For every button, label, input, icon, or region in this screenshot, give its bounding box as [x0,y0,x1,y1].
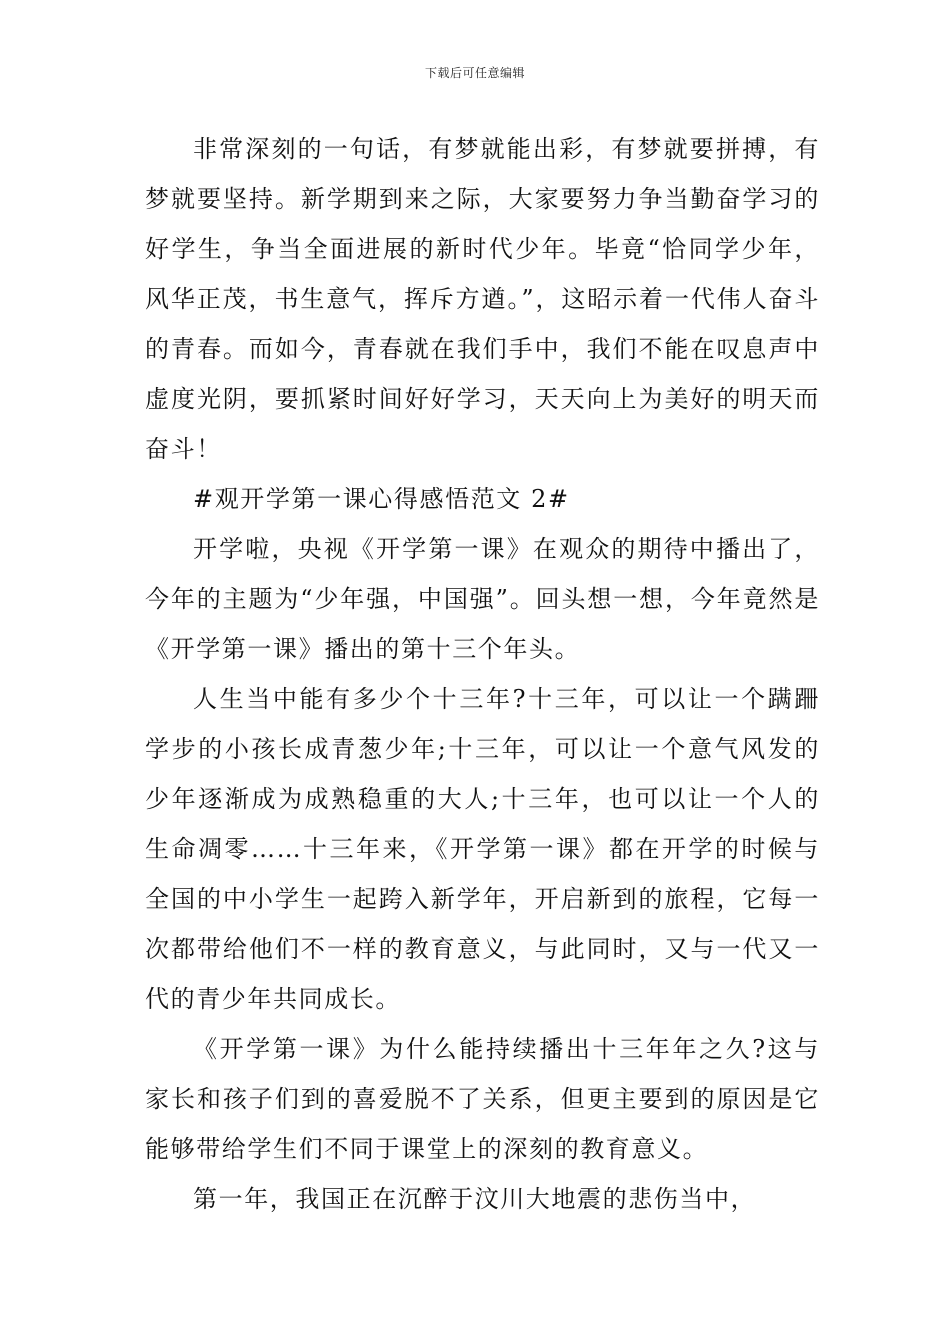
page-header-note: 下载后可任意编辑 [424,66,525,80]
paragraph-first-year: 第一年，我国正在沉醉于汶川大地震的悲伤当中， [193,1185,757,1213]
paragraph-intro-reflection: 非常深刻的一句话，有梦就能出彩，有梦就要拼搏，有梦就要坚持。新学期到来之际，大家要努力争当勤奋学习的好学生，争当全面进展的新时代少年。毕竟“恰同学少年，风华正茂，书生意气，挥斥方遒。”，这昭示着一代伟人奋斗的青春。而如今，青春就在我们手中，我们不能在叹息声中虚度光阴，要抓紧时间好好学习，天天向上为美好的明天而奋斗！ [145,135,820,463]
paragraph-thirteen-years: 人生当中能有多少个十三年?十三年，可以让一个蹒跚学步的小孩长成青葱少年;十三年，可以让一个意气风发的少年逐渐成为成熟稳重的大人;十三年，也可以让一个人的生命凋零……十三年来，《开学第一课》都在开学的时候与全国的中小学生一起跨入新学年，开启新到的旅程，它每一次都带给他们不一样的教育意义，与此同时，又与一代又一代的青少年共同成长。 [145,685,820,1013]
section-heading: #观开学第一课心得感悟范文 2# [193,485,570,513]
paragraph-why-popular: 《开学第一课》为什么能持续播出十三年年之久?这与家长和孩子们到的喜爱脱不了关系，但更主要到的原因是它能够带给学生们不同于课堂上的深刻的教育意义。 [145,1035,820,1163]
document-body [145,124,820,1224]
paragraph-program-broadcast: 开学啦，央视《开学第一课》在观众的期待中播出了，今年的主题为“少年强，中国强”。回头想一想，今年竟然是《开学第一课》播出的第十三个年头。 [145,535,820,663]
